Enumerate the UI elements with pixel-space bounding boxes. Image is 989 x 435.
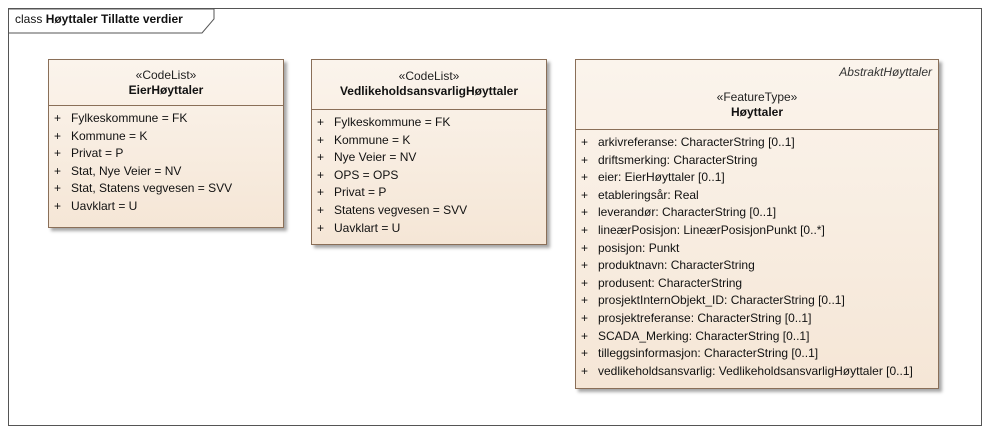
visibility-marker: + — [581, 135, 589, 149]
attribute-text: driftsmerking: CharacterString — [598, 152, 758, 167]
visibility-marker: + — [581, 310, 589, 325]
visibility-marker: + — [581, 152, 589, 167]
attribute-text: lineærPosisjon: LineærPosisjonPunkt [0..*] — [598, 222, 825, 237]
attribute-row[interactable] — [576, 134, 938, 152]
parent-class-name: AbstraktHøyttaler — [839, 65, 932, 79]
attribute-row[interactable] — [576, 169, 938, 187]
attribute-text: tilleggsinformasjon: CharacterString [0..1] — [598, 346, 819, 361]
attribute-text: SCADA_Merking: CharacterString [0..1] — [598, 328, 810, 343]
visibility-marker: + — [54, 181, 62, 196]
attribute-text: Stat, Statens vegvesen = SVV — [71, 181, 233, 196]
attribute-row[interactable] — [576, 204, 938, 222]
visibility-marker: + — [317, 202, 325, 217]
visibility-marker: + — [581, 205, 589, 220]
attribute-text: Stat, Nye Veier = NV — [71, 163, 182, 178]
class-header — [312, 60, 546, 110]
visibility-marker: + — [54, 198, 62, 213]
visibility-marker: + — [581, 240, 589, 255]
attribute-row[interactable] — [312, 202, 546, 220]
attribute-text: Kommune = K — [71, 128, 148, 143]
attribute-row[interactable] — [576, 240, 938, 258]
frame-title — [15, 12, 183, 26]
visibility-marker: + — [317, 220, 325, 235]
attribute-row[interactable] — [576, 257, 938, 275]
attribute-row[interactable] — [576, 363, 938, 381]
attribute-text: Privat = P — [334, 185, 387, 200]
class-hoyttaler[interactable] — [575, 59, 939, 389]
attribute-row[interactable] — [312, 114, 546, 132]
attribute-row[interactable] — [576, 275, 938, 293]
class-vedlikeholdsansvarlig-hoyttaler[interactable] — [311, 59, 547, 245]
attribute-row[interactable] — [49, 163, 283, 181]
class-stereotype: «CodeList» — [135, 68, 197, 82]
attribute-text: Nye Veier = NV — [334, 150, 417, 165]
class-header — [576, 60, 938, 130]
class-name: EierHøyttaler — [128, 83, 204, 97]
class-name: Høyttaler — [730, 105, 783, 119]
visibility-marker: + — [581, 222, 589, 237]
visibility-marker: + — [54, 128, 62, 143]
visibility-marker: + — [317, 150, 325, 165]
attribute-row[interactable] — [576, 187, 938, 205]
visibility-marker: + — [54, 111, 62, 125]
attribute-text: etableringsår: Real — [598, 187, 699, 202]
visibility-marker: + — [317, 132, 325, 147]
attribute-row[interactable] — [576, 222, 938, 240]
attribute-text: Uavklart = U — [71, 198, 138, 213]
class-name: VedlikeholdsansvarligHøyttaler — [339, 84, 519, 98]
attribute-text: Statens vegvesen = SVV — [334, 202, 468, 217]
visibility-marker: + — [317, 185, 325, 200]
visibility-marker: + — [581, 187, 589, 202]
attribute-text: Privat = P — [71, 146, 124, 161]
attribute-text: vedlikeholdsansvarlig: VedlikeholdsansvarligHøyttaler [0..1] — [598, 363, 913, 378]
attribute-text: produsent: CharacterString — [598, 275, 743, 290]
attribute-row[interactable] — [49, 128, 283, 146]
class-header — [49, 60, 283, 106]
visibility-marker: + — [581, 293, 589, 308]
visibility-marker: + — [317, 115, 325, 129]
attribute-row[interactable] — [576, 328, 938, 346]
attribute-row[interactable] — [576, 310, 938, 328]
visibility-marker: + — [581, 275, 589, 290]
attribute-row[interactable] — [49, 145, 283, 163]
attribute-row[interactable] — [312, 220, 546, 238]
frame-name: Høyttaler Tillatte verdier — [45, 12, 183, 26]
attribute-row[interactable] — [49, 198, 283, 216]
visibility-marker: + — [54, 146, 62, 161]
frame-keyword: class — [15, 12, 43, 26]
visibility-marker: + — [581, 363, 589, 378]
attribute-list — [576, 130, 938, 380]
attribute-text: arkivreferanse: CharacterString [0..1] — [598, 135, 795, 149]
attribute-row[interactable] — [576, 345, 938, 363]
visibility-marker: + — [581, 258, 589, 273]
attribute-row[interactable] — [49, 180, 283, 198]
attribute-row[interactable] — [576, 152, 938, 170]
visibility-marker: + — [581, 346, 589, 361]
attribute-text: eier: EierHøyttaler [0..1] — [598, 170, 725, 185]
visibility-marker: + — [581, 328, 589, 343]
attribute-text: Kommune = K — [334, 132, 411, 147]
attribute-text: prosjektreferanse: CharacterString [0..1] — [598, 310, 812, 325]
attribute-text: Fylkeskommune = FK — [71, 111, 188, 125]
attribute-row[interactable] — [312, 149, 546, 167]
attribute-text: Fylkeskommune = FK — [334, 115, 451, 129]
attribute-text: leverandør: CharacterString [0..1] — [598, 205, 777, 220]
attribute-text: OPS = OPS — [334, 167, 399, 182]
class-stereotype: «FeatureType» — [716, 90, 798, 104]
visibility-marker: + — [317, 167, 325, 182]
attribute-text: Uavklart = U — [334, 220, 401, 235]
attribute-row[interactable] — [312, 132, 546, 150]
class-eier-hoyttaler[interactable] — [48, 59, 284, 228]
visibility-marker: + — [581, 170, 589, 185]
attribute-text: produktnavn: CharacterString — [598, 258, 755, 273]
attribute-list — [312, 110, 546, 237]
visibility-marker: + — [54, 163, 62, 178]
attribute-row[interactable] — [312, 184, 546, 202]
attribute-text: posisjon: Punkt — [598, 240, 680, 255]
attribute-row[interactable] — [49, 110, 283, 128]
attribute-text: prosjektInternObjekt_ID: CharacterString [0..1] — [598, 293, 845, 308]
class-stereotype: «CodeList» — [398, 69, 460, 83]
attribute-list — [49, 106, 283, 216]
attribute-row[interactable] — [312, 167, 546, 185]
attribute-row[interactable] — [576, 292, 938, 310]
